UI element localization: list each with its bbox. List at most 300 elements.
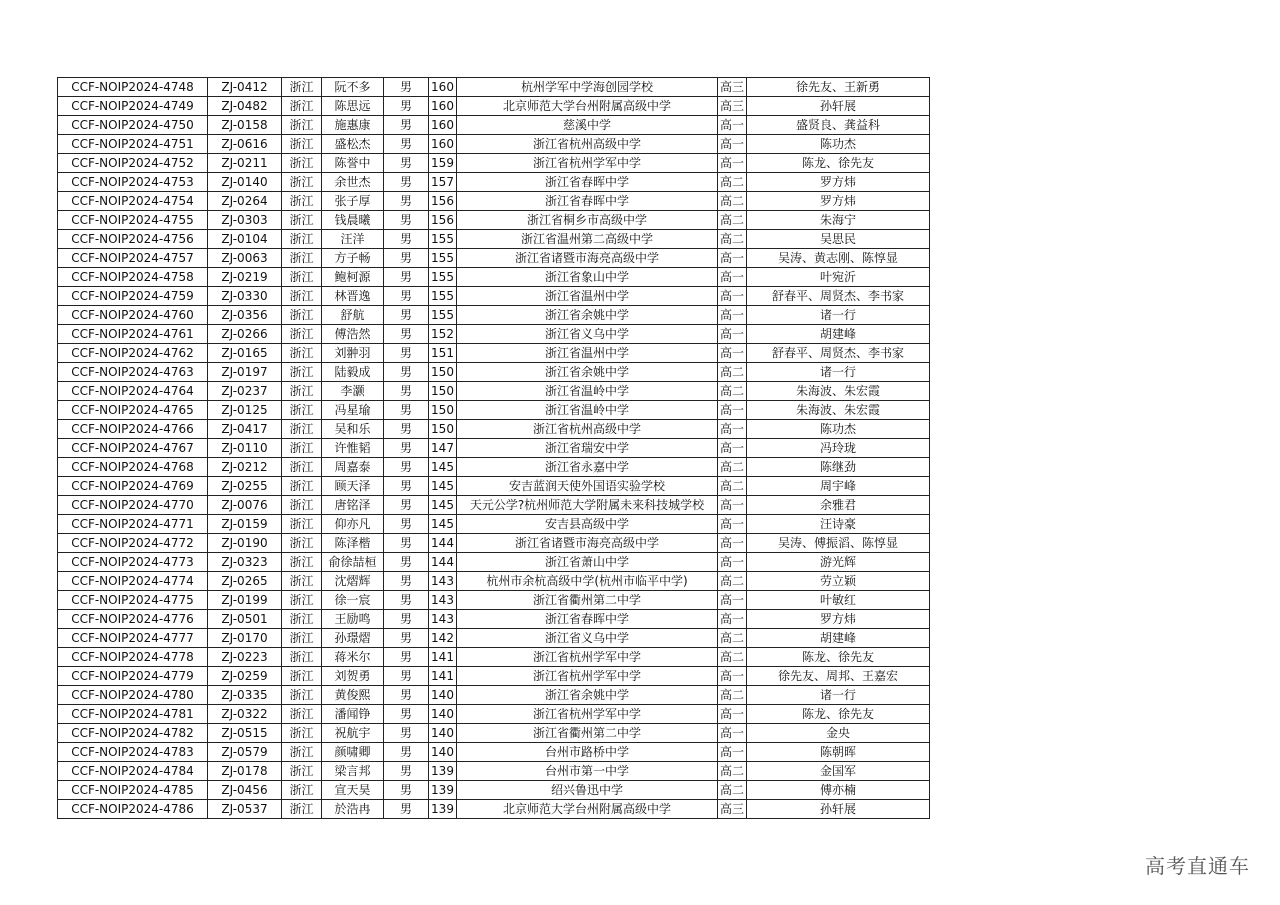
grade-cell: 高一 — [718, 610, 747, 629]
award-id-cell: CCF-NOIP2024-4768 — [58, 458, 208, 477]
province-cell: 浙江 — [282, 420, 322, 439]
coach-cell: 诸一行 — [747, 363, 930, 382]
table-row — [58, 249, 930, 268]
score-cell: 160 — [429, 97, 457, 116]
coach-cell: 金央 — [747, 724, 930, 743]
contestant-code-cell: ZJ-0190 — [208, 534, 282, 553]
grade-cell: 高一 — [718, 135, 747, 154]
school-cell: 杭州市余杭高级中学(杭州市临平中学) — [457, 572, 718, 591]
grade-cell: 高一 — [718, 249, 747, 268]
name-cell: 梁言邦 — [322, 762, 384, 781]
school-cell: 浙江省杭州高级中学 — [457, 420, 718, 439]
table-row — [58, 287, 930, 306]
score-cell: 139 — [429, 800, 457, 819]
province-cell: 浙江 — [282, 705, 322, 724]
coach-cell: 陈龙、徐先友 — [747, 154, 930, 173]
score-cell: 145 — [429, 496, 457, 515]
award-id-cell: CCF-NOIP2024-4780 — [58, 686, 208, 705]
award-id-cell: CCF-NOIP2024-4769 — [58, 477, 208, 496]
name-cell: 陈誉中 — [322, 154, 384, 173]
province-cell: 浙江 — [282, 173, 322, 192]
grade-cell: 高一 — [718, 724, 747, 743]
gender-cell: 男 — [384, 211, 429, 230]
award-id-cell: CCF-NOIP2024-4779 — [58, 667, 208, 686]
gender-cell: 男 — [384, 705, 429, 724]
gender-cell: 男 — [384, 477, 429, 496]
grade-cell: 高二 — [718, 363, 747, 382]
gender-cell: 男 — [384, 268, 429, 287]
gender-cell: 男 — [384, 154, 429, 173]
grade-cell: 高二 — [718, 173, 747, 192]
table-row — [58, 800, 930, 819]
table-row — [58, 458, 930, 477]
score-cell: 139 — [429, 762, 457, 781]
table-row — [58, 325, 930, 344]
contestant-code-cell: ZJ-0356 — [208, 306, 282, 325]
grade-cell: 高三 — [718, 97, 747, 116]
coach-cell: 陈朝晖 — [747, 743, 930, 762]
province-cell: 浙江 — [282, 686, 322, 705]
province-cell: 浙江 — [282, 97, 322, 116]
award-id-cell: CCF-NOIP2024-4777 — [58, 629, 208, 648]
award-id-cell: CCF-NOIP2024-4786 — [58, 800, 208, 819]
contestant-code-cell: ZJ-0323 — [208, 553, 282, 572]
award-id-cell: CCF-NOIP2024-4752 — [58, 154, 208, 173]
school-cell: 浙江省余姚中学 — [457, 686, 718, 705]
contestant-code-cell: ZJ-0063 — [208, 249, 282, 268]
school-cell: 浙江省衢州第二中学 — [457, 591, 718, 610]
school-cell: 浙江省温州中学 — [457, 344, 718, 363]
score-cell: 155 — [429, 249, 457, 268]
score-cell: 150 — [429, 401, 457, 420]
award-id-cell: CCF-NOIP2024-4760 — [58, 306, 208, 325]
gender-cell: 男 — [384, 534, 429, 553]
table-row — [58, 382, 930, 401]
name-cell: 王励鸣 — [322, 610, 384, 629]
gender-cell: 男 — [384, 135, 429, 154]
grade-cell: 高一 — [718, 496, 747, 515]
contestant-code-cell: ZJ-0266 — [208, 325, 282, 344]
name-cell: 傅浩然 — [322, 325, 384, 344]
contestant-code-cell: ZJ-0219 — [208, 268, 282, 287]
province-cell: 浙江 — [282, 344, 322, 363]
contestant-code-cell: ZJ-0335 — [208, 686, 282, 705]
coach-cell: 盛贤良、龚益科 — [747, 116, 930, 135]
grade-cell: 高一 — [718, 401, 747, 420]
name-cell: 沈熠辉 — [322, 572, 384, 591]
score-cell: 155 — [429, 268, 457, 287]
table-row — [58, 534, 930, 553]
name-cell: 阮不多 — [322, 78, 384, 97]
contestant-code-cell: ZJ-0211 — [208, 154, 282, 173]
contestant-code-cell: ZJ-0237 — [208, 382, 282, 401]
province-cell: 浙江 — [282, 116, 322, 135]
contestant-code-cell: ZJ-0456 — [208, 781, 282, 800]
coach-cell: 陈龙、徐先友 — [747, 648, 930, 667]
name-cell: 鲍柯源 — [322, 268, 384, 287]
table-row — [58, 572, 930, 591]
table-row — [58, 610, 930, 629]
contestant-code-cell: ZJ-0140 — [208, 173, 282, 192]
contestant-code-cell: ZJ-0265 — [208, 572, 282, 591]
coach-cell: 吴涛、傅振滔、陈惇显 — [747, 534, 930, 553]
province-cell: 浙江 — [282, 743, 322, 762]
name-cell: 陈思远 — [322, 97, 384, 116]
coach-cell: 孙轩展 — [747, 97, 930, 116]
gender-cell: 男 — [384, 287, 429, 306]
coach-cell: 汪诗豪 — [747, 515, 930, 534]
school-cell: 浙江省杭州学军中学 — [457, 705, 718, 724]
name-cell: 陈泽楷 — [322, 534, 384, 553]
coach-cell: 胡建峰 — [747, 629, 930, 648]
grade-cell: 高二 — [718, 572, 747, 591]
award-id-cell: CCF-NOIP2024-4763 — [58, 363, 208, 382]
school-cell: 浙江省萧山中学 — [457, 553, 718, 572]
name-cell: 冯星瑜 — [322, 401, 384, 420]
province-cell: 浙江 — [282, 382, 322, 401]
contestant-code-cell: ZJ-0616 — [208, 135, 282, 154]
school-cell: 浙江省杭州学军中学 — [457, 648, 718, 667]
score-cell: 141 — [429, 667, 457, 686]
province-cell: 浙江 — [282, 781, 322, 800]
score-cell: 156 — [429, 192, 457, 211]
score-cell: 155 — [429, 230, 457, 249]
score-cell: 140 — [429, 705, 457, 724]
gender-cell: 男 — [384, 515, 429, 534]
gender-cell: 男 — [384, 439, 429, 458]
coach-cell: 金国军 — [747, 762, 930, 781]
award-id-cell: CCF-NOIP2024-4781 — [58, 705, 208, 724]
table-row — [58, 268, 930, 287]
name-cell: 周嘉泰 — [322, 458, 384, 477]
province-cell: 浙江 — [282, 306, 322, 325]
grade-cell: 高一 — [718, 439, 747, 458]
table-row — [58, 173, 930, 192]
table-row — [58, 135, 930, 154]
school-cell: 杭州学军中学海创园学校 — [457, 78, 718, 97]
coach-cell: 陈继劲 — [747, 458, 930, 477]
school-cell: 浙江省余姚中学 — [457, 363, 718, 382]
score-cell: 143 — [429, 610, 457, 629]
name-cell: 李灏 — [322, 382, 384, 401]
score-cell: 141 — [429, 648, 457, 667]
score-cell: 150 — [429, 420, 457, 439]
gender-cell: 男 — [384, 325, 429, 344]
province-cell: 浙江 — [282, 268, 322, 287]
grade-cell: 高三 — [718, 800, 747, 819]
province-cell: 浙江 — [282, 78, 322, 97]
school-cell: 安吉县高级中学 — [457, 515, 718, 534]
school-cell: 台州市第一中学 — [457, 762, 718, 781]
name-cell: 林晋逸 — [322, 287, 384, 306]
coach-cell: 游光辉 — [747, 553, 930, 572]
award-id-cell: CCF-NOIP2024-4748 — [58, 78, 208, 97]
grade-cell: 高一 — [718, 667, 747, 686]
table-row — [58, 97, 930, 116]
score-cell: 157 — [429, 173, 457, 192]
gender-cell: 男 — [384, 553, 429, 572]
table-row — [58, 116, 930, 135]
award-id-cell: CCF-NOIP2024-4753 — [58, 173, 208, 192]
gender-cell: 男 — [384, 382, 429, 401]
award-id-cell: CCF-NOIP2024-4770 — [58, 496, 208, 515]
gender-cell: 男 — [384, 420, 429, 439]
coach-cell: 吴思民 — [747, 230, 930, 249]
award-id-cell: CCF-NOIP2024-4776 — [58, 610, 208, 629]
school-cell: 浙江省诸暨市海亮高级中学 — [457, 534, 718, 553]
award-id-cell: CCF-NOIP2024-4759 — [58, 287, 208, 306]
gender-cell: 男 — [384, 686, 429, 705]
award-id-cell: CCF-NOIP2024-4766 — [58, 420, 208, 439]
award-id-cell: CCF-NOIP2024-4764 — [58, 382, 208, 401]
gender-cell: 男 — [384, 97, 429, 116]
award-id-cell: CCF-NOIP2024-4782 — [58, 724, 208, 743]
gender-cell: 男 — [384, 629, 429, 648]
score-cell: 144 — [429, 534, 457, 553]
contestant-code-cell: ZJ-0482 — [208, 97, 282, 116]
coach-cell: 舒春平、周贤杰、李书家 — [747, 344, 930, 363]
coach-cell: 陈功杰 — [747, 420, 930, 439]
coach-cell: 诸一行 — [747, 686, 930, 705]
score-cell: 143 — [429, 591, 457, 610]
coach-cell: 徐先友、王新勇 — [747, 78, 930, 97]
grade-cell: 高一 — [718, 553, 747, 572]
province-cell: 浙江 — [282, 610, 322, 629]
coach-cell: 朱海波、朱宏霞 — [747, 382, 930, 401]
coach-cell: 徐先友、周邦、王嘉宏 — [747, 667, 930, 686]
grade-cell: 高一 — [718, 344, 747, 363]
score-cell: 151 — [429, 344, 457, 363]
grade-cell: 高一 — [718, 420, 747, 439]
grade-cell: 高二 — [718, 477, 747, 496]
coach-cell: 余雅君 — [747, 496, 930, 515]
name-cell: 吴和乐 — [322, 420, 384, 439]
name-cell: 於浩冉 — [322, 800, 384, 819]
contestant-code-cell: ZJ-0110 — [208, 439, 282, 458]
grade-cell: 高二 — [718, 230, 747, 249]
table-row — [58, 230, 930, 249]
table-row — [58, 591, 930, 610]
gender-cell: 男 — [384, 572, 429, 591]
name-cell: 潘闻铮 — [322, 705, 384, 724]
score-cell: 160 — [429, 135, 457, 154]
school-cell: 北京师范大学台州附属高级中学 — [457, 800, 718, 819]
table-row — [58, 477, 930, 496]
province-cell: 浙江 — [282, 154, 322, 173]
gender-cell: 男 — [384, 78, 429, 97]
score-cell: 140 — [429, 743, 457, 762]
gender-cell: 男 — [384, 192, 429, 211]
name-cell: 祝航宇 — [322, 724, 384, 743]
grade-cell: 高一 — [718, 287, 747, 306]
coach-cell: 朱海波、朱宏霞 — [747, 401, 930, 420]
province-cell: 浙江 — [282, 724, 322, 743]
grade-cell: 高二 — [718, 458, 747, 477]
results-table — [57, 77, 930, 819]
award-id-cell: CCF-NOIP2024-4778 — [58, 648, 208, 667]
grade-cell: 高一 — [718, 268, 747, 287]
name-cell: 张子厚 — [322, 192, 384, 211]
score-cell: 140 — [429, 686, 457, 705]
contestant-code-cell: ZJ-0412 — [208, 78, 282, 97]
table-row — [58, 211, 930, 230]
grade-cell: 高二 — [718, 648, 747, 667]
school-cell: 浙江省余姚中学 — [457, 306, 718, 325]
table-row — [58, 648, 930, 667]
coach-cell: 叶宛沂 — [747, 268, 930, 287]
school-cell: 浙江省春晖中学 — [457, 173, 718, 192]
table-row — [58, 762, 930, 781]
school-cell: 浙江省诸暨市海亮高级中学 — [457, 249, 718, 268]
results-table-body — [58, 78, 930, 819]
name-cell: 方子畅 — [322, 249, 384, 268]
school-cell: 浙江省永嘉中学 — [457, 458, 718, 477]
table-row — [58, 743, 930, 762]
school-cell: 浙江省春晖中学 — [457, 610, 718, 629]
table-row — [58, 705, 930, 724]
contestant-code-cell: ZJ-0170 — [208, 629, 282, 648]
coach-cell: 傅亦楠 — [747, 781, 930, 800]
province-cell: 浙江 — [282, 135, 322, 154]
school-cell: 慈溪中学 — [457, 116, 718, 135]
province-cell: 浙江 — [282, 667, 322, 686]
table-row — [58, 420, 930, 439]
score-cell: 142 — [429, 629, 457, 648]
coach-cell: 朱海宁 — [747, 211, 930, 230]
grade-cell: 高二 — [718, 686, 747, 705]
award-id-cell: CCF-NOIP2024-4771 — [58, 515, 208, 534]
coach-cell: 陈龙、徐先友 — [747, 705, 930, 724]
province-cell: 浙江 — [282, 553, 322, 572]
award-id-cell: CCF-NOIP2024-4754 — [58, 192, 208, 211]
award-id-cell: CCF-NOIP2024-4775 — [58, 591, 208, 610]
name-cell: 许惟韬 — [322, 439, 384, 458]
name-cell: 颜啸卿 — [322, 743, 384, 762]
award-id-cell: CCF-NOIP2024-4773 — [58, 553, 208, 572]
school-cell: 安吉蓝润天使外国语实验学校 — [457, 477, 718, 496]
contestant-code-cell: ZJ-0178 — [208, 762, 282, 781]
grade-cell: 高一 — [718, 705, 747, 724]
award-id-cell: CCF-NOIP2024-4756 — [58, 230, 208, 249]
score-cell: 155 — [429, 287, 457, 306]
contestant-code-cell: ZJ-0197 — [208, 363, 282, 382]
grade-cell: 高一 — [718, 515, 747, 534]
coach-cell: 诸一行 — [747, 306, 930, 325]
gender-cell: 男 — [384, 230, 429, 249]
province-cell: 浙江 — [282, 496, 322, 515]
table-row — [58, 306, 930, 325]
contestant-code-cell: ZJ-0579 — [208, 743, 282, 762]
gender-cell: 男 — [384, 496, 429, 515]
coach-cell: 罗方炜 — [747, 173, 930, 192]
name-cell: 汪洋 — [322, 230, 384, 249]
school-cell: 浙江省衢州第二中学 — [457, 724, 718, 743]
award-id-cell: CCF-NOIP2024-4749 — [58, 97, 208, 116]
name-cell: 唐铭泽 — [322, 496, 384, 515]
province-cell: 浙江 — [282, 762, 322, 781]
table-row — [58, 629, 930, 648]
contestant-code-cell: ZJ-0417 — [208, 420, 282, 439]
school-cell: 浙江省瑞安中学 — [457, 439, 718, 458]
province-cell: 浙江 — [282, 534, 322, 553]
name-cell: 俞徐喆桓 — [322, 553, 384, 572]
gender-cell: 男 — [384, 363, 429, 382]
coach-cell: 吴涛、黄志刚、陈惇显 — [747, 249, 930, 268]
school-cell: 浙江省桐乡市高级中学 — [457, 211, 718, 230]
award-id-cell: CCF-NOIP2024-4755 — [58, 211, 208, 230]
score-cell: 140 — [429, 724, 457, 743]
score-cell: 150 — [429, 382, 457, 401]
score-cell: 159 — [429, 154, 457, 173]
gender-cell: 男 — [384, 800, 429, 819]
school-cell: 浙江省杭州高级中学 — [457, 135, 718, 154]
table-row — [58, 667, 930, 686]
coach-cell: 罗方炜 — [747, 192, 930, 211]
school-cell: 浙江省象山中学 — [457, 268, 718, 287]
score-cell: 145 — [429, 477, 457, 496]
gender-cell: 男 — [384, 743, 429, 762]
school-cell: 浙江省义乌中学 — [457, 325, 718, 344]
gender-cell: 男 — [384, 344, 429, 363]
contestant-code-cell: ZJ-0076 — [208, 496, 282, 515]
name-cell: 黄俊熙 — [322, 686, 384, 705]
contestant-code-cell: ZJ-0199 — [208, 591, 282, 610]
gender-cell: 男 — [384, 667, 429, 686]
score-cell: 160 — [429, 78, 457, 97]
grade-cell: 高二 — [718, 382, 747, 401]
table-row — [58, 553, 930, 572]
province-cell: 浙江 — [282, 230, 322, 249]
table-row — [58, 515, 930, 534]
gender-cell: 男 — [384, 781, 429, 800]
grade-cell: 高一 — [718, 116, 747, 135]
table-row — [58, 439, 930, 458]
name-cell: 蒋米尔 — [322, 648, 384, 667]
school-cell: 天元公学?杭州师范大学附属未来科技城学校 — [457, 496, 718, 515]
grade-cell: 高一 — [718, 743, 747, 762]
contestant-code-cell: ZJ-0537 — [208, 800, 282, 819]
province-cell: 浙江 — [282, 572, 322, 591]
table-row — [58, 363, 930, 382]
table-row — [58, 154, 930, 173]
table-row — [58, 686, 930, 705]
name-cell: 仰亦凡 — [322, 515, 384, 534]
coach-cell: 冯玲珑 — [747, 439, 930, 458]
name-cell: 徐一宸 — [322, 591, 384, 610]
coach-cell: 叶敏红 — [747, 591, 930, 610]
gender-cell: 男 — [384, 306, 429, 325]
grade-cell: 高二 — [718, 781, 747, 800]
coach-cell: 胡建峰 — [747, 325, 930, 344]
name-cell: 宣天昊 — [322, 781, 384, 800]
table-row — [58, 192, 930, 211]
province-cell: 浙江 — [282, 439, 322, 458]
gender-cell: 男 — [384, 116, 429, 135]
award-id-cell: CCF-NOIP2024-4758 — [58, 268, 208, 287]
contestant-code-cell: ZJ-0259 — [208, 667, 282, 686]
score-cell: 160 — [429, 116, 457, 135]
grade-cell: 高二 — [718, 192, 747, 211]
province-cell: 浙江 — [282, 287, 322, 306]
gender-cell: 男 — [384, 591, 429, 610]
gender-cell: 男 — [384, 458, 429, 477]
gender-cell: 男 — [384, 173, 429, 192]
school-cell: 台州市路桥中学 — [457, 743, 718, 762]
score-cell: 155 — [429, 306, 457, 325]
award-id-cell: CCF-NOIP2024-4783 — [58, 743, 208, 762]
table-row — [58, 344, 930, 363]
table-row — [58, 78, 930, 97]
